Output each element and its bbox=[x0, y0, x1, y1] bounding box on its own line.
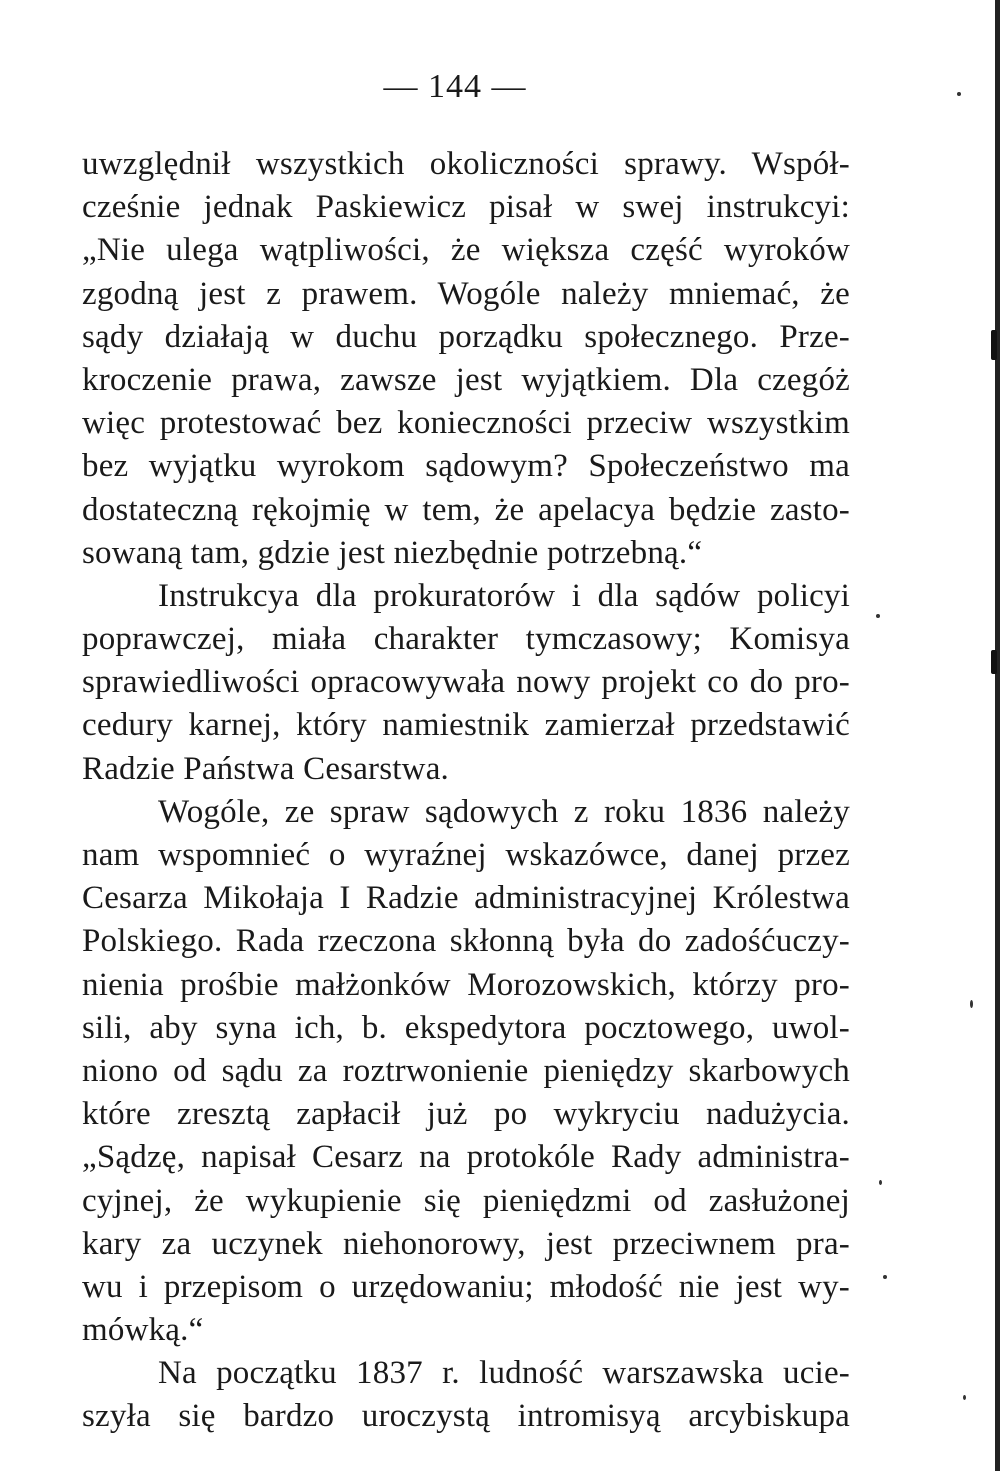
paragraph-end-line: Radzie Państwa Cesarstwa. bbox=[82, 750, 449, 787]
text-line: uwzględnił wszystkich okoliczności sprawy. Współ- bbox=[82, 146, 850, 182]
text-line: dostateczną rękojmię w tem, że apelacya będzie zasto- bbox=[82, 491, 850, 528]
text-line: „Nie ulega wątpliwości, że większa część wyroków bbox=[82, 232, 850, 269]
scan-speck bbox=[883, 1275, 887, 1279]
text-line: „Sądzę, napisał Cesarz na protokóle Rady administra- bbox=[82, 1139, 850, 1176]
text-line: nam wspomnieć o wyraźnej wskazówce, danej przez bbox=[82, 837, 850, 873]
text-line: sili, aby syna ich, b. ekspedytora pocztowego, uwol- bbox=[82, 1009, 850, 1046]
paragraph-end-line: mówką.“ bbox=[82, 1312, 204, 1349]
text-line: cedury karnej, który namiestnik zamierzał przedstawić bbox=[82, 707, 850, 744]
text-line: sądy działają w duchu porządku społecznego. Prze- bbox=[82, 318, 850, 355]
paragraph-start-line: Wogóle, ze spraw sądowych z roku 1836 należy bbox=[158, 793, 850, 830]
page-number: — 144 — bbox=[383, 68, 527, 105]
text-line: niono od sądu za roztrwonienie pieniędzy skarbowych bbox=[82, 1052, 850, 1089]
text-line: więc protestować bez konieczności przeciw wszystkim bbox=[82, 405, 850, 442]
text-line: cześnie jednak Paskiewicz pisał w swej instrukcyi: bbox=[82, 189, 850, 226]
text-line: sprawiedliwości opracowywała nowy projekt co do pro- bbox=[82, 664, 850, 701]
text-line: które zresztą zapłacił już po wykryciu nadużycia. bbox=[82, 1096, 850, 1133]
text-line: kary za uczynek niehonorowy, jest przeciwnem pra- bbox=[82, 1225, 850, 1262]
paragraph-end-line: sowaną tam, gdzie jest niezbędnie potrzebną.“ bbox=[82, 534, 703, 571]
text-line: szyła się bardzo uroczystą intromisyą arcybiskupa bbox=[82, 1398, 850, 1435]
scan-speck bbox=[963, 1395, 966, 1400]
text-line: cyjnej, że wykupienie się pieniędzmi od zasłużonej bbox=[82, 1182, 850, 1219]
scan-speck bbox=[957, 92, 961, 96]
body-text bbox=[82, 143, 850, 1439]
text-line: bez wyjątku wyrokom sądowym? Społeczeństwo ma bbox=[82, 448, 850, 485]
edge-mark bbox=[991, 650, 997, 674]
text-line: kroczenie prawa, zawsze jest wyjątkiem. Dla czegóż bbox=[82, 361, 850, 398]
text-line: zgodną jest z prawem. Wogóle należy mniemać, że bbox=[82, 275, 850, 312]
text-line: poprawczej, miała charakter tymczasowy; Komisya bbox=[82, 621, 850, 658]
scan-speck bbox=[970, 1000, 973, 1008]
text-line: nienia prośbie małżonków Morozowskich, którzy pro- bbox=[82, 966, 850, 1003]
text-line: wu i przepisom o urzędowaniu; młodość nie jest wy- bbox=[82, 1268, 850, 1305]
text-line: Cesarza Mikołaja I Radzie administracyjnej Królestwa bbox=[82, 880, 850, 917]
edge-mark bbox=[991, 330, 997, 360]
scan-speck bbox=[879, 1180, 882, 1185]
text-line: Polskiego. Rada rzeczona skłonną była do zadośćuczy- bbox=[82, 923, 850, 960]
page-edge-shadow bbox=[986, 0, 1000, 1471]
scan-speck bbox=[876, 614, 880, 618]
paragraph-start-line: Instrukcya dla prokuratorów i dla sądów policyi bbox=[158, 577, 850, 614]
paragraph-start-line: Na początku 1837 r. ludność warszawska ucie- bbox=[158, 1355, 850, 1392]
